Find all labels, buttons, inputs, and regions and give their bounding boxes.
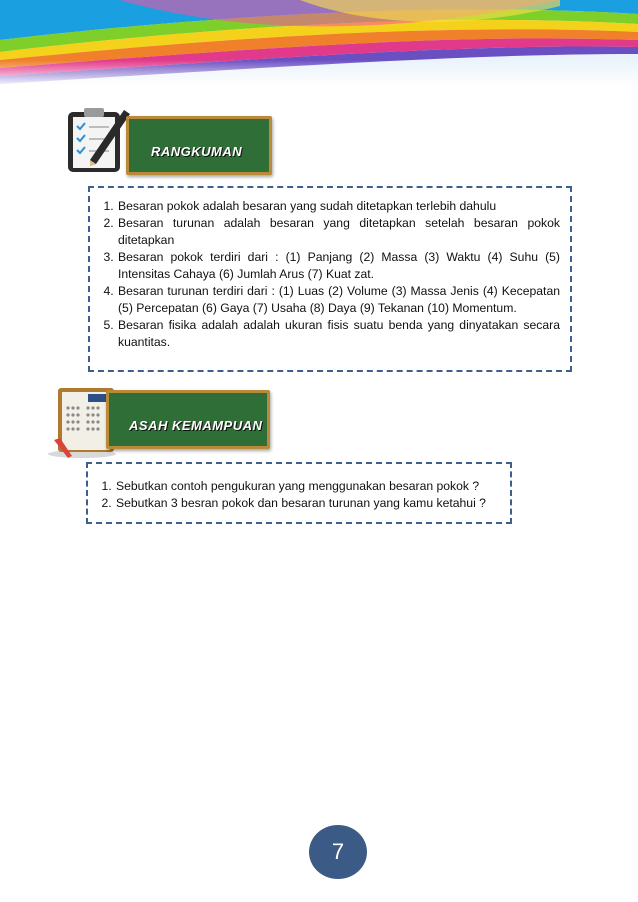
list-item: 2. Sebutkan 3 besran pokok dan besaran turunan yang kamu ketahui ? bbox=[115, 495, 502, 512]
list-item: 1. Besaran pokok adalah besaran yang sudah ditetapkan terlebih dahulu bbox=[117, 198, 560, 215]
exercise-list bbox=[88, 478, 502, 512]
list-item: 1. Sebutkan contoh pengukuran yang menggunakan besaran pokok ? bbox=[115, 478, 502, 495]
exercise-board bbox=[106, 390, 270, 449]
summary-header bbox=[62, 104, 272, 174]
summary-board bbox=[126, 116, 272, 175]
exercise-header bbox=[44, 380, 274, 460]
summary-title: RANGKUMAN bbox=[151, 144, 243, 159]
summary-box bbox=[88, 186, 572, 372]
list-item: 4. Besaran turunan terdiri dari : (1) Luas (2) Volume (3) Massa Jenis (4) Kecepatan (5) Percepatan (6) Gaya (7) Usaha (8) Daya (9) Tekanan (10) Momentum. bbox=[117, 283, 560, 317]
rainbow-banner bbox=[0, 0, 638, 84]
list-item: 2. Besaran turunan adalah besaran yang ditetapkan setelah besaran pokok ditetapkan bbox=[117, 215, 560, 249]
list-item: 3. Besaran pokok terdiri dari : (1) Panjang (2) Massa (3) Waktu (4) Suhu (5) Intensitas Cahaya (6) Jumlah Arus (7) Kuat zat. bbox=[117, 249, 560, 283]
summary-list bbox=[90, 198, 560, 351]
page-number-badge: 7 bbox=[309, 825, 367, 879]
list-item: 5. Besaran fisika adalah adalah ukuran fisis suatu benda yang dinyatakan secara kuantitas. bbox=[117, 317, 560, 351]
exercise-box bbox=[86, 462, 512, 524]
exercise-title: ASAH KEMAMPUAN bbox=[129, 418, 263, 433]
clipboard-icon bbox=[62, 104, 134, 174]
